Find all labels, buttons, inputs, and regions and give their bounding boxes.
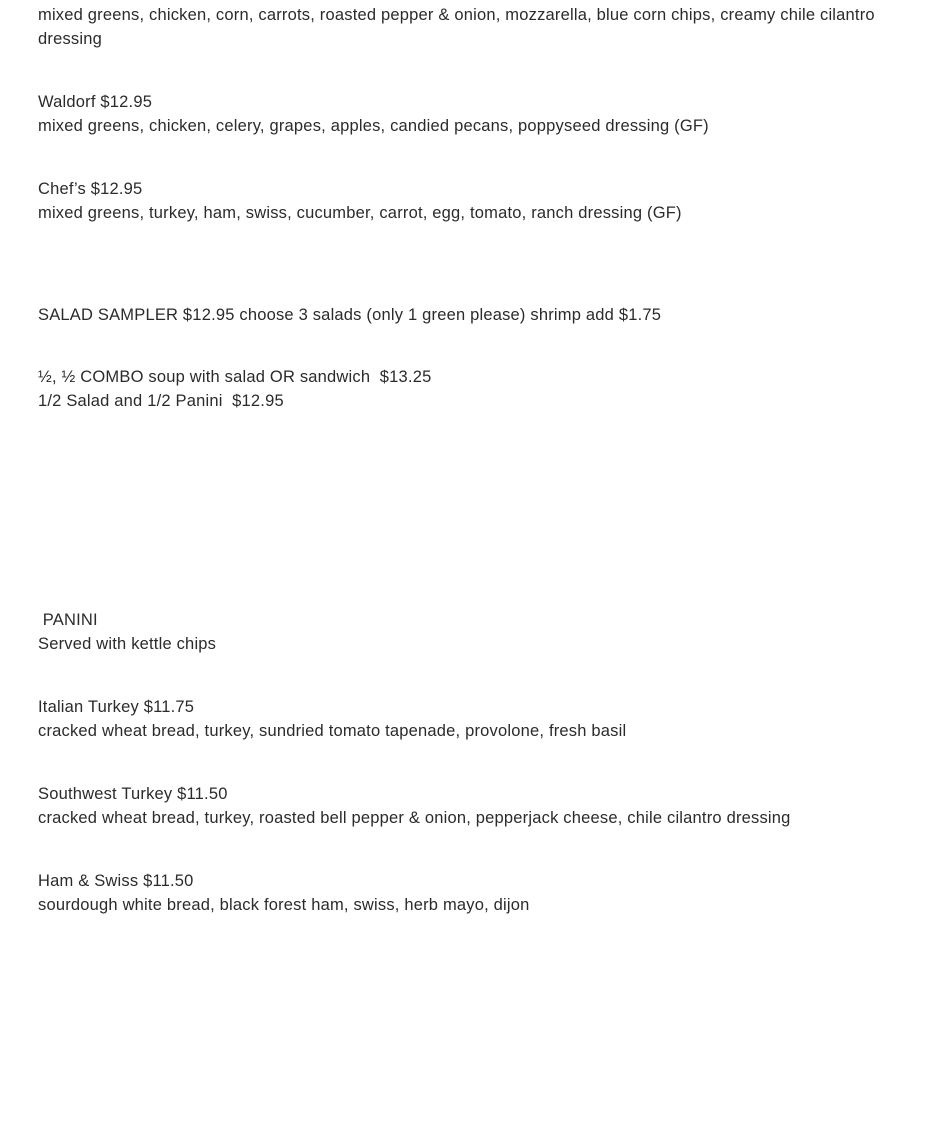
- spacer: [38, 226, 912, 304]
- spacer: [38, 52, 912, 91]
- spacer: [38, 831, 912, 870]
- chef-title: Chef’s $12.95: [38, 179, 143, 198]
- combo: ½, ½ COMBO soup with salad OR sandwich $13.25: [38, 368, 432, 387]
- menu-body: [38, 0, 912, 918]
- spacer: [38, 744, 912, 783]
- panini-heading: PANINI: [38, 611, 98, 630]
- waldorf-description: mixed greens, chicken, celery, grapes, apples, candied pecans, poppyseed dressing (GF): [38, 116, 709, 135]
- spacer: [38, 139, 912, 178]
- cobb-description: mixed greens, chicken, corn, carrots, roasted pepper & onion, mozzarella, blue corn chips, creamy chile cilantro dressing: [38, 6, 880, 48]
- spacer: [38, 657, 912, 696]
- southwest-turkey-title: Southwest Turkey $11.50: [38, 784, 228, 803]
- spacer: [38, 327, 912, 366]
- salad-sampler: SALAD SAMPLER $12.95 choose 3 salads (only 1 green please) shrimp add $1.75: [38, 305, 662, 324]
- chef-description: mixed greens, turkey, ham, swiss, cucumber, carrot, egg, tomato, ranch dressing (GF): [38, 203, 682, 222]
- italian-turkey-description: cracked wheat bread, turkey, sundried tomato tapenade, provolone, fresh basil: [38, 722, 627, 741]
- italian-turkey-title: Italian Turkey $11.75: [38, 698, 195, 717]
- ham-swiss-title: Ham & Swiss $11.50: [38, 871, 194, 890]
- half-salad-panini: 1/2 Salad and 1/2 Panini $12.95: [38, 392, 284, 411]
- waldorf-title: Waldorf $12.95: [38, 92, 153, 111]
- southwest-turkey-description: cracked wheat bread, turkey, roasted bell pepper & onion, pepperjack cheese, chile cilantro dressing: [38, 808, 791, 827]
- panini-served-with: Served with kettle chips: [38, 635, 217, 654]
- spacer: [38, 414, 912, 609]
- ham-swiss-description: sourdough white bread, black forest ham, swiss, herb mayo, dijon: [38, 895, 530, 914]
